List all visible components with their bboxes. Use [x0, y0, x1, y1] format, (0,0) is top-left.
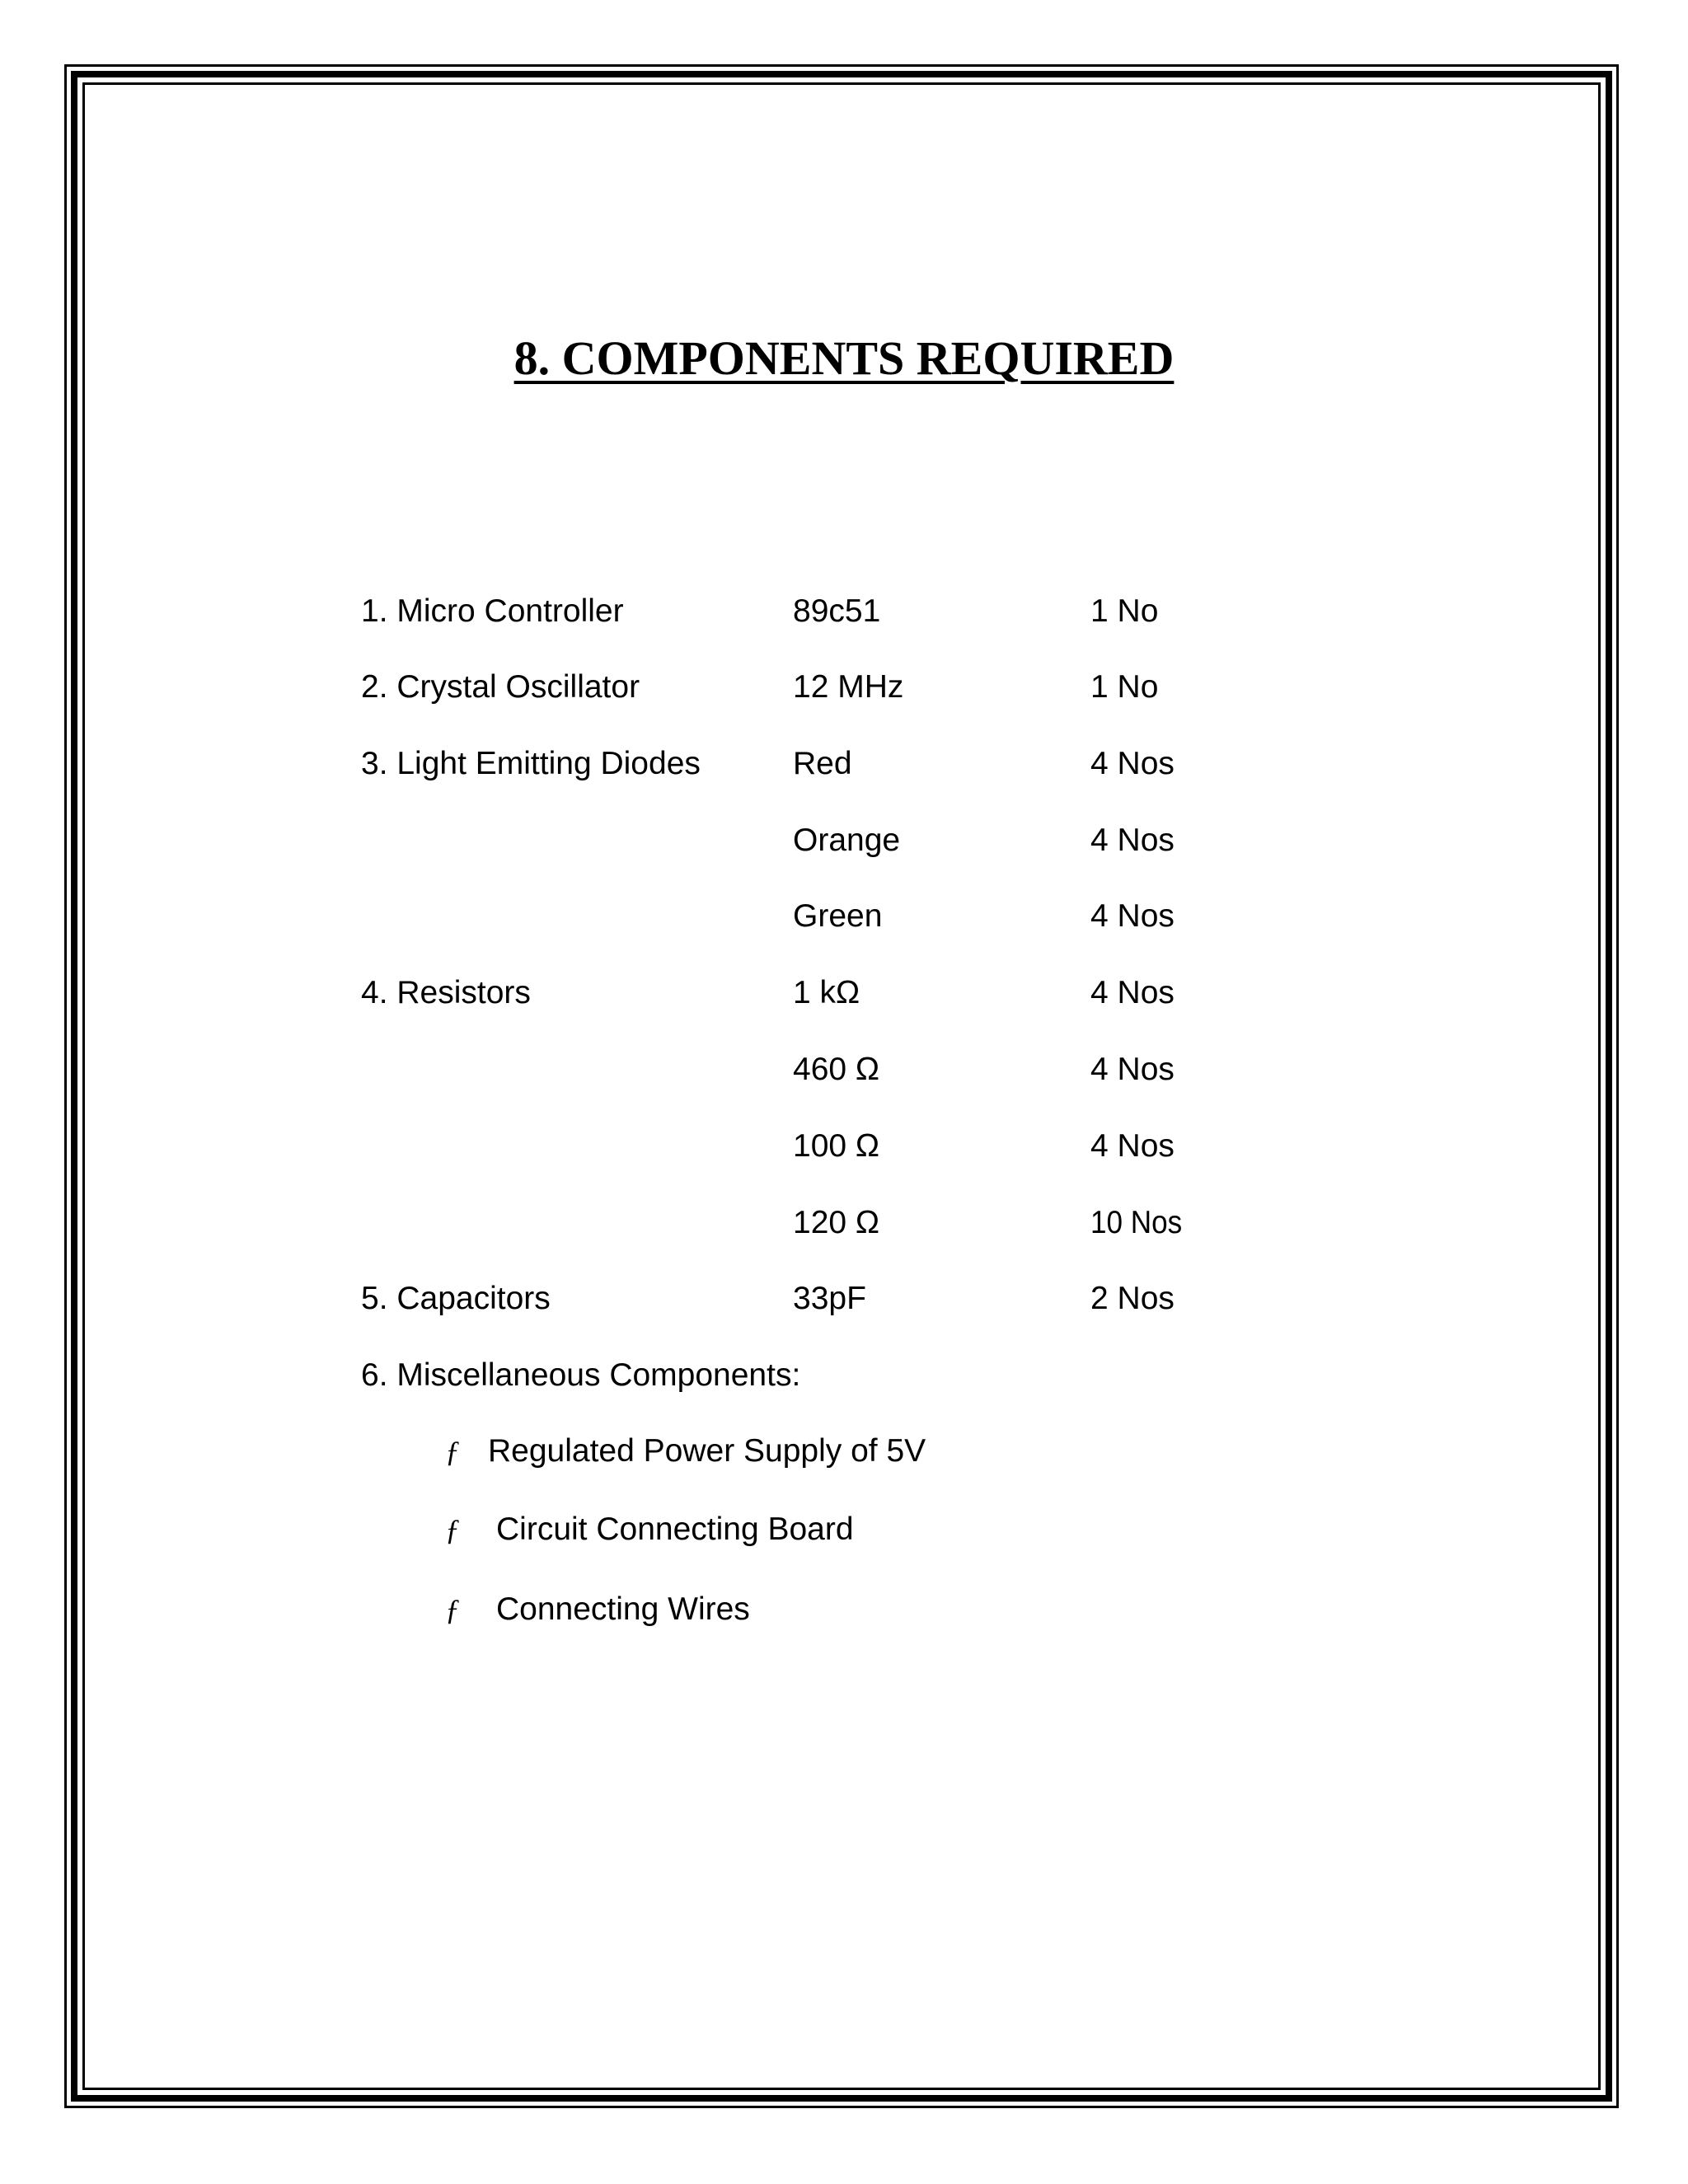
component-spec: 120 Ω	[793, 1205, 880, 1240]
component-qty: 4 Nos	[1090, 975, 1175, 1010]
component-spec: Green	[793, 898, 883, 934]
component-name: 3. Light Emitting Diodes	[361, 746, 701, 781]
component-qty: 2 Nos	[1090, 1281, 1175, 1316]
misc-list-item	[0, 1427, 1688, 1476]
component-spec: 33pF	[793, 1281, 866, 1316]
component-row	[0, 816, 1688, 865]
component-spec: 100 Ω	[793, 1128, 880, 1164]
component-row	[0, 663, 1688, 712]
component-name: 2. Crystal Oscillator	[361, 669, 640, 705]
bullet-icon: ƒ	[445, 1513, 460, 1546]
component-row	[0, 1274, 1688, 1324]
component-qty: 4 Nos	[1090, 746, 1175, 781]
misc-item-text: Circuit Connecting Board	[496, 1511, 854, 1547]
component-qty: 4 Nos	[1090, 1052, 1175, 1087]
component-qty: 4 Nos	[1090, 823, 1175, 858]
misc-list-item	[0, 1505, 1688, 1554]
component-row	[0, 1122, 1688, 1171]
component-row	[0, 892, 1688, 941]
misc-item-text: Connecting Wires	[496, 1591, 750, 1627]
component-row	[0, 739, 1688, 789]
component-qty: 10 Nos	[1090, 1205, 1183, 1240]
component-spec: Red	[793, 746, 852, 781]
component-row	[0, 1045, 1688, 1094]
component-qty: 1 No	[1090, 593, 1159, 629]
bullet-icon: ƒ	[445, 1435, 460, 1468]
component-spec: 1 kΩ	[793, 975, 860, 1010]
component-spec: 89c51	[793, 593, 881, 629]
component-spec: 12 MHz	[793, 669, 904, 705]
bullet-icon: ƒ	[445, 1593, 460, 1626]
page-title	[0, 330, 1688, 387]
component-row	[0, 1198, 1688, 1248]
component-name: 1. Micro Controller	[361, 593, 624, 629]
component-name: 4. Resistors	[361, 975, 531, 1010]
misc-item-text: Regulated Power Supply of 5V	[488, 1433, 926, 1469]
misc-heading: 6. Miscellaneous Components:	[361, 1357, 801, 1393]
component-spec: Orange	[793, 823, 901, 858]
component-row	[0, 587, 1688, 636]
component-spec: 460 Ω	[793, 1052, 880, 1087]
component-name: 5. Capacitors	[361, 1281, 551, 1316]
component-qty: 4 Nos	[1090, 1128, 1175, 1164]
component-qty: 1 No	[1090, 669, 1159, 705]
component-qty: 4 Nos	[1090, 898, 1175, 934]
page-title-text: 8. COMPONENTS REQUIRED	[513, 331, 1175, 385]
component-row	[0, 968, 1688, 1018]
misc-list-item	[0, 1585, 1688, 1634]
